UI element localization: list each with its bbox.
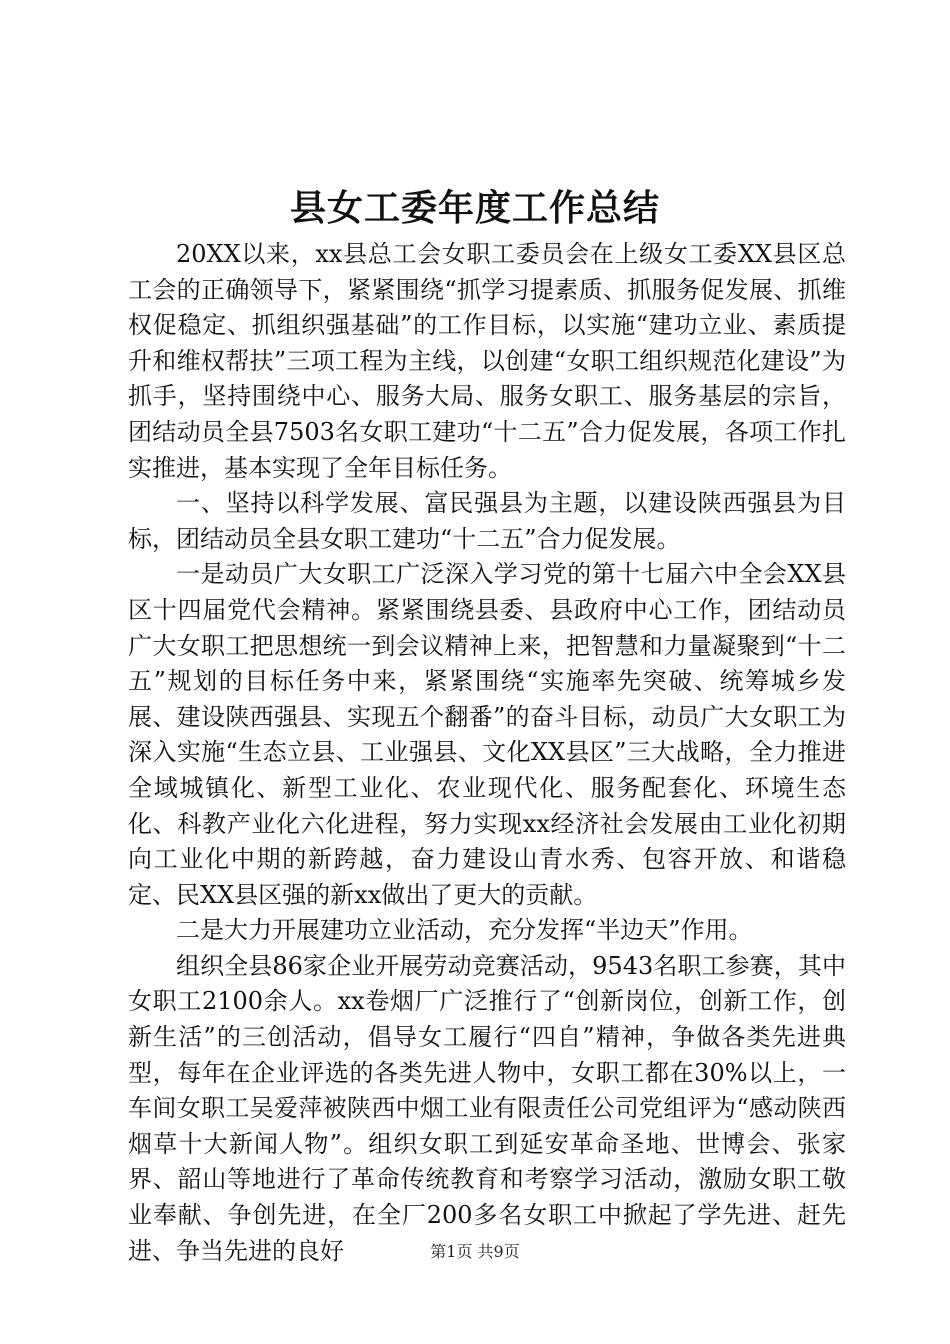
paragraph-section-one-heading: 一、坚持以科学发展、富民强县为主题，以建设陕西强县为目标，团结动员全县女职工建功“十二五”合力促发展。 <box>128 489 846 553</box>
paragraph-competition: 组织全县86家企业开展劳动竞赛活动，9543名职工参赛，其中女职工2100余人。xx卷烟厂广泛推行了“创新岗位，创新工作，创新生活”的三创活动，倡导女工履行“四自”精神，争做各类先进典型，每年在企业评选的各类先进人物中，女职工都在30%以上，一车间女职工吴爱萍被陕西中烟工业有限责任公司党组评为“感动陕西烟草十大新闻人物”。组织女职工到延安革命圣地、世博会、张家界、韶山等地进行了革命传统教育和考察学习活动，激励女职工敬业奉献、争创先进，在全厂200多名女职工中掀起了学先进、赶先进、争当先进的良好 <box>128 951 846 1265</box>
paragraph-intro: 20XX以来，xx县总工会女职工委员会在上级女工委XX县区总工会的正确领导下，紧紧围绕“抓学习提素质、抓服务促发展、抓维权促稳定、抓组织强基础”的工作目标，以实施“建功立业、素质提升和维权帮扶”三项工程为主线，以创建“女职工组织规范化建设”为抓手，坚持围绕中心、服务大局、服务女职工、服务基层的宗旨，团结动员全县7503名女职工建功“十二五”合力促发展，各项工作扎实推进，基本实现了全年目标任务。 <box>128 240 846 482</box>
paragraph-point-one: 一是动员广大女职工广泛深入学习党的第十七届六中全会XX县区十四届党代会精神。紧紧围绕县委、县政府中心工作，团结动员广大女职工把思想统一到会议精神上来，把智慧和力量凝聚到“十二五”规划的目标任务中来，紧紧围绕“实施率先突破、统筹城乡发展、建设陕西强县、实现五个翻番”的奋斗目标，动员广大女职工为深入实施“生态立县、工业强县、文化XX县区”三大战略，全力推进全域城镇化、新型工业化、农业现代化、服务配套化、环境生态化、科教产业化六化进程，努力实现xx经济社会发展由工业化初期向工业化中期的新跨越，奋力建设山青水秀、包容开放、和谐稳定、民XX县区强的新xx做出了更大的贡献。 <box>128 560 846 909</box>
paragraph-point-two: 二是大力开展建功立业活动，充分发挥“半边天”作用。 <box>176 916 753 945</box>
page-number-footer: 第1页 共9页 <box>430 1242 520 1261</box>
document-body <box>128 237 846 1269</box>
document-title: 县女工委年度工作总结 <box>289 187 660 229</box>
